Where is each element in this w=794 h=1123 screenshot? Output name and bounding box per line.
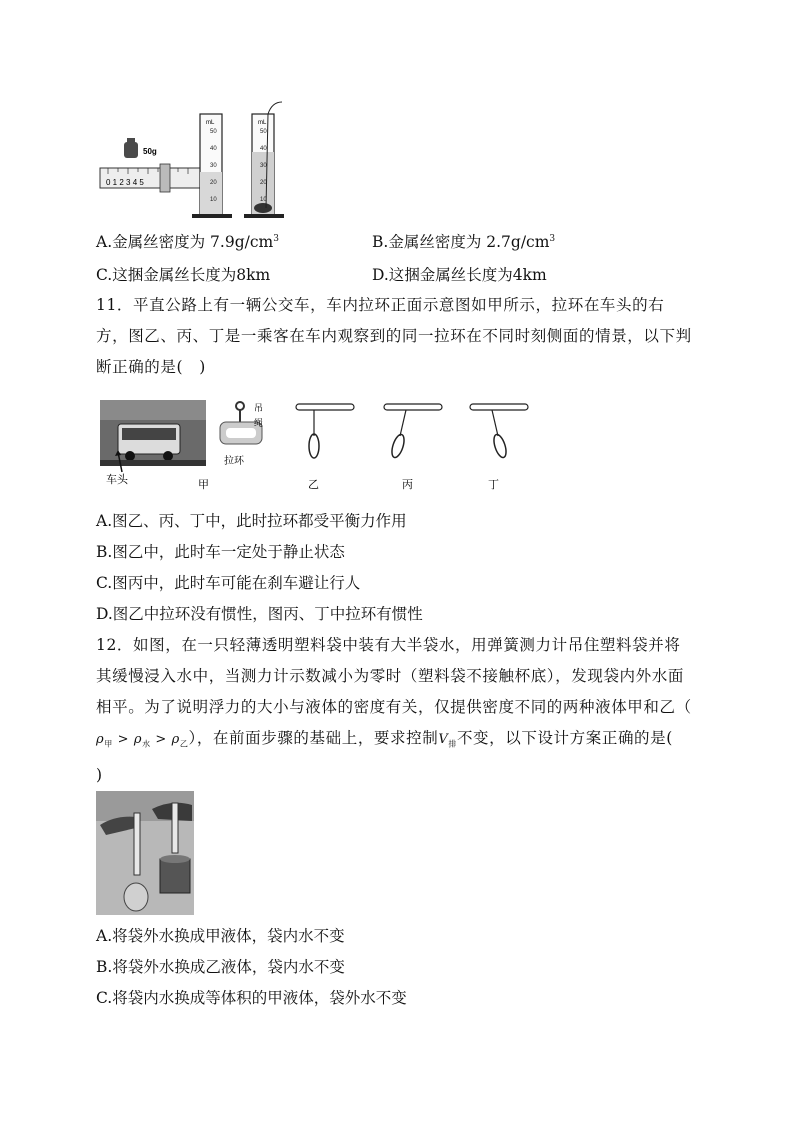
cylinder-2-unit: mL — [258, 120, 267, 126]
q10-option-a — [96, 232, 279, 252]
fig-label-jia: 甲 — [198, 478, 209, 491]
q10-option-d: D.这捆金属丝长度为4km — [372, 266, 547, 284]
ruler — [100, 164, 204, 192]
q11-option-c: C.图丙中，此时车可能在刹车避让行人 — [96, 574, 361, 592]
cyl1-tick-50: 50 — [210, 129, 217, 135]
cyl1-tick-30: 30 — [210, 163, 217, 169]
handle-yi — [296, 404, 354, 491]
fig-label-ding: 丁 — [488, 478, 499, 491]
q12-option-a: A.将袋外水换成甲液体，袋内水不变 — [96, 927, 345, 945]
handle-front-view — [220, 402, 263, 467]
cyl2-tick-50: 50 — [260, 129, 267, 135]
q11-option-d: D.图乙中拉环没有惯性，图丙、丁中拉环有惯性 — [96, 605, 423, 623]
q12-option-c: C.将袋内水换成等体积的甲液体，袋外水不变 — [96, 989, 407, 1007]
cyl1-tick-20: 20 — [210, 180, 217, 186]
fig-label-bing: 丙 — [402, 478, 413, 491]
rho-sub-jia: 甲 — [104, 739, 113, 749]
q12-stem-after: ），在前面步骤的基础上，要求控制 — [188, 729, 439, 747]
q10-figure — [96, 100, 296, 220]
q12-stem-close: ) — [96, 765, 103, 784]
weight-50g — [124, 138, 157, 158]
cylinder-1 — [192, 114, 232, 218]
ruler-ticks: 0 1 2 3 4 5 — [106, 178, 144, 187]
ring-label: 拉环 — [224, 456, 244, 467]
weight-label: 50g — [143, 147, 157, 156]
cyl2-tick-40: 40 — [260, 146, 267, 152]
q12-stem — [96, 630, 696, 791]
q12-photo — [96, 791, 194, 915]
bus-head-label: 车头 — [106, 473, 128, 486]
v-sub-pai: 排 — [448, 739, 457, 749]
strap-label-1: 吊 — [254, 404, 264, 414]
q12-option-b: B.将袋外水换成乙液体，袋内水不变 — [96, 958, 345, 976]
q12-density-relation: $\rho_甲 > \rho_水 > \rho_乙$ — [96, 732, 189, 749]
q12-stem-end: 不变，以下设计方案正确的是( — [456, 729, 673, 747]
cyl2-tick-30: 30 — [260, 163, 267, 169]
q12-stem-main: 12．如图，在一只轻薄透明塑料袋中装有大半袋水，用弹簧测力计吊住塑料袋并将其缓慢浸入水中，当测力计示数减小为零时（塑料袋不接触杯底），发现袋内外水面相平。为了说明浮力的大小与液体的密度有关，仅提供密度不同的两种液体甲和乙（ — [96, 636, 692, 716]
rho-sub-yi: 乙 — [179, 739, 189, 749]
fig-label-yi: 乙 — [308, 478, 319, 491]
q10-option-a-text: A.金属丝密度为 7.9g/cm — [96, 233, 274, 251]
q10-option-b-sup: 3 — [549, 234, 556, 244]
cylinder-1-unit: mL — [206, 120, 215, 126]
q10-option-b — [372, 232, 555, 252]
cylinder-2 — [244, 102, 284, 218]
bus-photo — [100, 400, 206, 472]
q11-option-b: B.图乙中，此时车一定处于静止状态 — [96, 543, 345, 561]
cyl1-tick-40: 40 — [210, 146, 217, 152]
rho-sub-water: 水 — [142, 739, 151, 749]
cyl2-tick-20: 20 — [260, 180, 267, 186]
handle-bing — [384, 404, 442, 491]
handle-ding — [470, 404, 528, 491]
q10-option-b-text: B.金属丝密度为 2.7g/cm — [372, 233, 550, 251]
cyl2-tick-10: 10 — [260, 197, 267, 203]
q11-figure — [100, 396, 540, 496]
q11-option-a: A.图乙、丙、丁中，此时拉环都受平衡力作用 — [96, 512, 407, 530]
strap-label-2: 绳 — [254, 419, 264, 429]
cyl1-tick-10: 10 — [210, 197, 217, 203]
q10-option-c: C.这捆金属丝长度为8km — [96, 266, 271, 284]
q11-stem: 11．平直公路上有一辆公交车，车内拉环正面示意图如甲所示，拉环在车头的右方，图乙、丙、丁是一乘客在车内观察到的同一拉环在不同时刻侧面的情景，以下判断正确的是( ) — [96, 296, 692, 376]
q12-v-pai: $V_排$ — [438, 732, 457, 749]
q10-option-a-sup: 3 — [273, 234, 279, 244]
